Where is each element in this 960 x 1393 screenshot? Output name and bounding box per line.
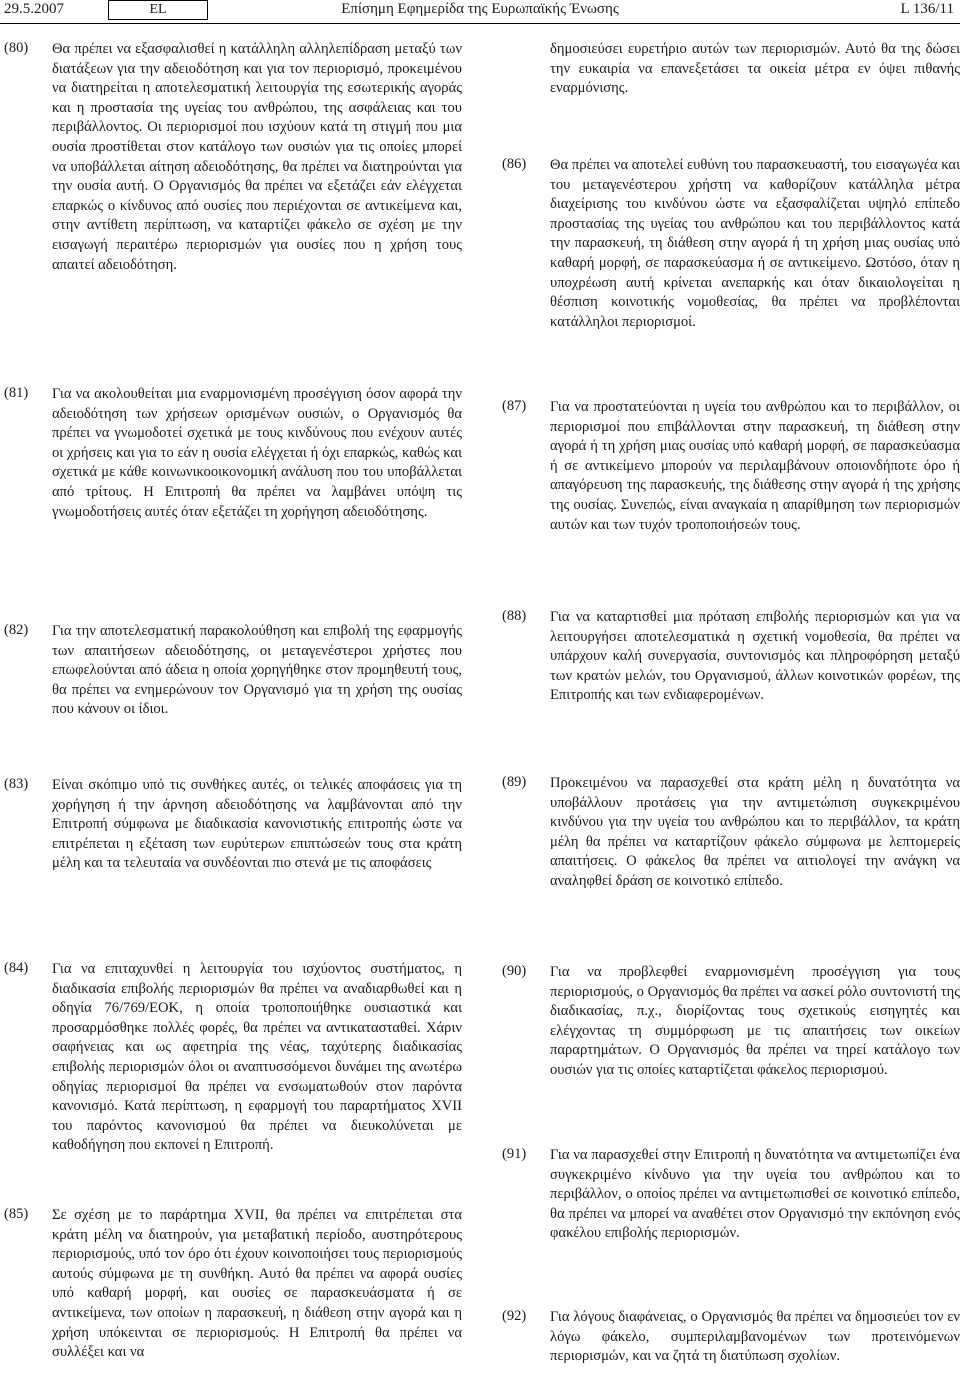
recital-number: (82) xyxy=(4,622,29,638)
recital-number: (80) xyxy=(4,40,29,56)
recital-text: Για την αποτελεσματική παρακολούθηση και επιβολή της εφαρμογής των απαιτήσεων αδειοδότησης, οι μεταγενέστεροι χρήστες που επωφελούνται από άδεια η οποία χορηγήθηκε στον προμηθευτή τους, θα πρέπει να ενημερώνουν τον Οργανισμό για τη χρήση της ουσίας που κάνουν οι ίδιοι. xyxy=(52,623,462,718)
page-header xyxy=(0,0,960,24)
recital-text: Για λόγους διαφάνειας, ο Οργανισμός θα πρέπει να δημοσιεύει τον εν λόγω φάκελο, συμπεριλαμβανομένων των προτεινόμενων περιορισμών, και να ζητά τη διατύπωση σχολίων. xyxy=(550,1309,960,1365)
recital-number: (83) xyxy=(4,776,29,792)
recital-number: (92) xyxy=(502,1308,527,1324)
recital-text: Είναι σκόπιμο υπό τις συνθήκες αυτές, οι τελικές αποφάσεις για τη χορήγηση ή την άρνηση αδειοδότησης να λαμβάνονται από την Επιτροπή σύμφωνα με διαδικασία κανονιστικής επιτροπής ώστε να επιτρέπεται η εξέταση των ευρύτερων επιπτώσεών τους στα κράτη μέλη και τα τελευταία να συνδέονται πιο στενά με τις αποφάσεις xyxy=(52,777,462,872)
recital-number: (90) xyxy=(502,963,527,979)
recital-number: (86) xyxy=(502,156,527,172)
recital-number: (89) xyxy=(502,774,527,790)
recital-number: (84) xyxy=(4,960,29,976)
publication-date: 29.5.2007 xyxy=(4,1,64,17)
recital-text: Σε σχέση με το παράρτημα XVII, θα πρέπει να επιτρέπεται στα κράτη μέλη να διατηρούν, για μεταβατική περίοδο, αυστηρότερους περιορισμούς, υπό τον όρο ότι έχουν κοινοποιήσει τους περιορισμούς αυτούς σύμφωνα με τη συνθήκη. Αυτό θα πρέπει να αφορά ουσίες υπό καθαρή μορφή, και ουσίες σε παρασκευάσματα ή σε αντικείμενα, των οποίων η παρασκευή, η διάθεση στην αγορά και η χρήση υπόκεινται σε περιορισμούς. Η Επιτροπή θα πρέπει να συλλέξει και να xyxy=(52,1207,462,1361)
recital-number: (87) xyxy=(502,398,527,414)
recital-text: Για να καταρτισθεί μια πρόταση επιβολής περιορισμών και για να λειτουργήσει αποτελεσματικά η σχετική νομοθεσία, θα πρέπει να υπάρχουν καλή συνεργασία, συντονισμός και πληροφόρηση μεταξύ των κρατών μελών, του Οργανισμού, άλλων κοινοτικών φορέων, της Επιτροπής και των ενδιαφερομένων. xyxy=(550,609,960,704)
recital-text: Για να προστατεύονται η υγεία του ανθρώπου και το περιβάλλον, οι περιορισμοί που επιβάλλονται στην παρασκευή, τη διάθεση στην αγορά ή τη χρήση μιας ουσίας υπό καθαρή μορφή, σε παρασκεύασμα ή σε αντικείμενο μπορούν να περιλαμβάνουν οποιονδήποτε όρο ή απαγόρευση της παρασκευής, της διάθεσης στην αγορά ή της χρήσης της ουσίας. Συνεπώς, είναι αναγκαία η απαρίθμηση των περιορισμών αυτών και των τυχόν τροποποιήσεών τους. xyxy=(550,399,960,533)
recital-number: (81) xyxy=(4,385,29,401)
page-reference: L 136/11 xyxy=(900,1,954,17)
recital-text: Θα πρέπει να εξασφαλισθεί η κατάλληλη αλληλεπίδραση μεταξύ των διατάξεων για την αδειοδότηση και για τον περιορισμό, προκειμένου να διατηρείται η αποτελεσματική λειτουργία της εσωτερικής αγοράς και η προστασία της υγείας του ανθρώπου, της ασφάλειας και του περιβάλλοντος. Οι περιορισμοί που ισχύουν κατά τη στιγμή που μια ουσία προστίθεται στον κατάλογο των ουσιών για τις οποίες μπορεί να υποβάλλεται αίτηση αδειοδότησης, θα πρέπει να διατηρούνται για την ουσία αυτή. Ο Οργανισμός θα πρέπει να εξετάζει εάν ελέγχεται επαρκώς ο κίνδυνος από ουσίες που περιέχονται σε αντικείμενα και, στην αντίθετη περίπτωση, να καταρτίζει φάκελο σε σχέση με την εισαγωγή περαιτέρω περιορισμών για ουσίες που η χρήση τους απαιτεί αδειοδότηση. xyxy=(52,41,462,273)
recital-text: Θα πρέπει να αποτελεί ευθύνη του παρασκευαστή, του εισαγωγέα και του μεταγενέστερου χρήστη να καθορίζουν κατάλληλα μέτρα διαχείρισης του κινδύνου ώστε να εξασφαλίζεται υψηλό επίπεδο προστασίας της υγείας του ανθρώπου και του περιβάλλοντος κατά την παρασκευή, τη διάθεση στην αγορά ή τη χρήση μιας ουσίας υπό καθαρή μορφή, σε παρασκεύασμα ή σε αντικείμενο. Ωστόσο, όταν η υποχρέωση αυτή κρίνεται ανεπαρκής και όταν δικαιολογείται η θέσπιση κοινοτικής νομοθεσίας, θα πρέπει να προβλέπονται κατάλληλοι περιορισμοί. xyxy=(550,157,960,330)
recital-text: Για να επιταχυνθεί η λειτουργία του ισχύοντος συστήματος, η διαδικασία επιβολής περιορισμών θα πρέπει να αναδιαρθωθεί και η οδηγία 76/769/ΕΟΚ, η οποία τροποποιήθηκε ουσιαστικά και προσαρμόσθηκε πολλές φορές, θα πρέπει να αντικατασταθεί. Χάριν σαφήνειας και ως αφετηρία της νέας, ταχύτερης διαδικασίας επιβολής περιορισμών όλοι οι αναπτυσσόμενοι δυνάμει της ανωτέρω οδηγίας περιορισμοί θα πρέπει να ενσωματωθούν στον παρόντα κανονισμό. Κατά περίπτωση, η εφαρμογή του παραρτήματος XVII του παρόντος κανονισμού θα πρέπει να διευκολύνεται με καθοδήγηση που εκπονεί η Επιτροπή. xyxy=(52,961,462,1154)
recital-text: Για να προβλεφθεί εναρμονισμένη προσέγγιση για τους περιορισμούς, ο Οργανισμός θα πρέπει να ασκεί ρόλο συντονιστή της διαδικασίας, π.χ., διορίζοντας τους σχετικούς εισηγητές και ελέγχοντας τη συμμόρφωση με τις απαιτήσεις των οικείων παραρτημάτων. Ο Οργανισμός θα πρέπει να τηρεί κατάλογο των ουσιών για τις οποίες καταρτίζεται φάκελος περιορισμού. xyxy=(550,964,960,1078)
journal-title: Επίσημη Εφημερίδα της Ευρωπαϊκής Ένωσης xyxy=(341,1,619,17)
recital-text: Για να ακολουθείται μια εναρμονισμένη προσέγγιση όσον αφορά την αδειοδότηση των χρήσεων ορισμένων ουσιών, ο Οργανισμός θα πρέπει να γνωμοδοτεί σχετικά με τους κινδύνους που ενέχουν αυτές οι χρήσεις και για το εάν η ουσία ελέγχεται ή όχι επαρκώς, καθώς και σχετικά με κάθε κοινωνικοοικονομική ανάλυση που του υποβάλλεται από τρίτους. Η Επιτροπή θα πρέπει να λαμβάνει υπόψη τις γνωμοδοτήσεις αυτές όταν εξετάζει τη χορήγηση αδειοδότησης. xyxy=(52,386,462,520)
recital-text: Για να παρασχεθεί στην Επιτροπή η δυνατότητα να αντιμετωπίζει ένα συγκεκριμένο κίνδυνο για την υγεία του ανθρώπου και το περιβάλλον, ο οποίος πρέπει να αντιμετωπισθεί σε κοινοτικό επίπεδο, θα πρέπει να μπορεί να αναθέτει στον Οργανισμό την εκπόνηση ενός φακέλου επιβολής περιορισμών. xyxy=(550,1147,960,1242)
recital-number: (88) xyxy=(502,608,527,624)
recital-text: Προκειμένου να παρασχεθεί στα κράτη μέλη η δυνατότητα να υποβάλλουν προτάσεις για την αντιμετώπιση συγκεκριμένου κινδύνου για την υγεία του ανθρώπου και το περιβάλλον, τα κράτη μέλη θα πρέπει να καταρτίζουν φάκελο σύμφωνα με λεπτομερείς απαιτήσεις. Ο φάκελος θα πρέπει να αιτιολογεί την ανάγκη να αναληφθεί δράση σε κοινοτικό επίπεδο. xyxy=(550,775,960,889)
recital-text: δημοσιεύσει ευρετήριο αυτών των περιορισμών. Αυτό θα της δώσει την ευκαιρία να επανεξετάσει τα οικεία μέτρα εν όψει πιθανής εναρμόνισης. xyxy=(550,41,960,97)
language-code-box: EL xyxy=(108,0,208,20)
recital-number: (85) xyxy=(4,1206,29,1222)
recital-number: (91) xyxy=(502,1146,527,1162)
